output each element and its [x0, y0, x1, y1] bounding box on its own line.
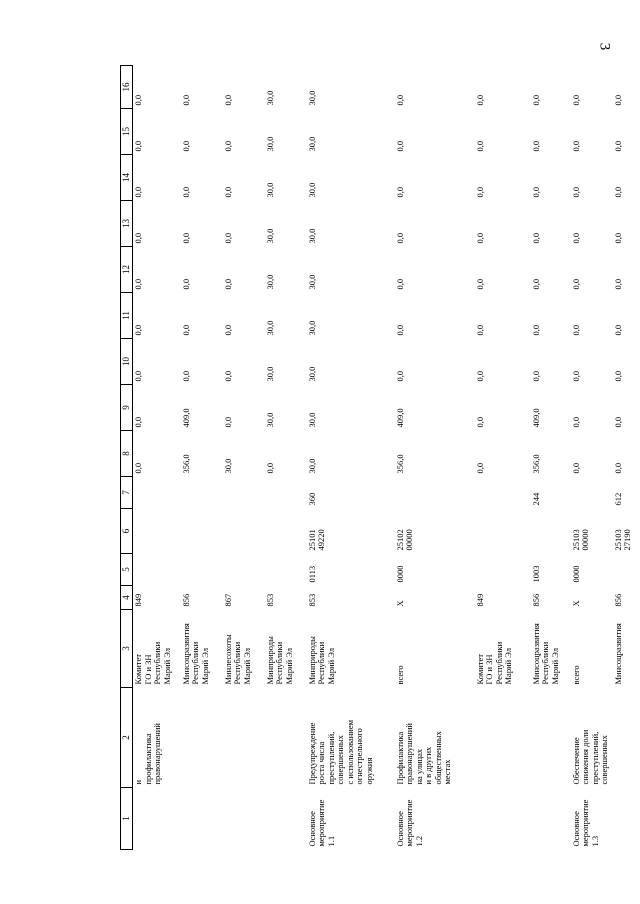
table-row [307, 66, 395, 850]
cell-r10-c16: 0,0 [612, 94, 623, 106]
cell-r8-c9: 409,0 [530, 408, 541, 428]
header-row [121, 66, 133, 850]
cell-r8-c2 [531, 688, 571, 788]
cell-r3-c15: 0,0 [222, 140, 233, 152]
cell-r3-c4: 867 [222, 593, 233, 607]
cell-r1-c3: Комитет ГО и ЗН Республики Марий Эл [133, 641, 172, 685]
cell-r1-c2: и профилактика правонарушений [133, 723, 163, 785]
cell-r6-c3: всего [394, 665, 405, 685]
cell-r8-c5: 1003 [530, 565, 541, 583]
table-row [133, 66, 181, 850]
cell-r9-c7 [571, 477, 613, 509]
cell-r10-c14: 0,0 [612, 186, 623, 198]
cell-r5-c3: Минприроды Республики Марий Эл [306, 636, 336, 685]
column-header-9: 9 [121, 385, 133, 431]
cell-r2-c16: 0,0 [180, 94, 191, 106]
cell-r3-c14: 0,0 [222, 186, 233, 198]
cell-r8-c6 [531, 509, 571, 554]
cell-r5-c14: 30,0 [306, 182, 317, 198]
cell-r4-c2 [265, 688, 307, 788]
cell-r7-c16: 0,0 [474, 94, 485, 106]
cell-r2-c13: 0,0 [180, 232, 191, 244]
cell-r9-c14: 0,0 [570, 186, 581, 198]
cell-r5-c5: 0113 [306, 565, 317, 583]
cell-r5-c11: 30,0 [306, 320, 317, 336]
cell-r10-c6: 25103 27190 [612, 529, 633, 551]
cell-r3-c10: 0,0 [222, 370, 233, 382]
column-header-3: 3 [121, 610, 133, 688]
cell-r4-c11: 30,0 [264, 320, 275, 336]
cell-r8-c8: 356,0 [530, 454, 541, 474]
cell-r4-c16: 30,0 [264, 90, 275, 106]
cell-r4-c12: 30,0 [264, 274, 275, 290]
cell-r2-c1 [181, 788, 223, 850]
cell-r1-c14: 0,0 [133, 186, 143, 198]
cell-r8-c10: 0,0 [530, 370, 541, 382]
table-row [571, 66, 613, 850]
cell-r1-c16: 0,0 [133, 94, 143, 106]
cell-r10-c11: 0,0 [612, 324, 623, 336]
cell-r10-c2 [613, 688, 640, 788]
column-header-4: 4 [121, 586, 133, 610]
cell-r10-c5 [613, 554, 640, 586]
cell-r7-c12: 0,0 [474, 278, 485, 290]
column-header-11: 11 [121, 293, 133, 339]
cell-r9-c2: Обеспечение снижения доли преступлений, совершенных [570, 729, 610, 785]
column-header-7: 7 [121, 477, 133, 509]
cell-r1-c4: 849 [133, 593, 143, 607]
cell-r10-c12: 0,0 [612, 278, 623, 290]
cell-r7-c8: 0,0 [474, 462, 485, 474]
cell-r6-c7 [395, 477, 475, 509]
cell-r9-c15: 0,0 [570, 140, 581, 152]
cell-r2-c7 [181, 477, 223, 509]
cell-r5-c13: 30,0 [306, 228, 317, 244]
cell-r2-c14: 0,0 [180, 186, 191, 198]
column-header-1: 1 [121, 788, 133, 850]
cell-r3-c11: 0,0 [222, 324, 233, 336]
cell-r3-c6 [223, 509, 265, 554]
cell-r7-c6 [475, 509, 531, 554]
cell-r8-c12: 0,0 [530, 278, 541, 290]
cell-r8-c13: 0,0 [530, 232, 541, 244]
cell-r3-c3: Минлесохоты Республики Марий Эл [222, 634, 252, 685]
cell-r7-c10: 0,0 [474, 370, 485, 382]
cell-r4-c6 [265, 509, 307, 554]
cell-r1-c8: 0,0 [133, 462, 143, 474]
cell-r5-c12: 30,0 [306, 274, 317, 290]
cell-r10-c9: 0,0 [612, 416, 623, 428]
cell-r1-c12: 0,0 [133, 278, 143, 290]
cell-r9-c8: 0,0 [570, 462, 581, 474]
cell-r5-c6: 25101 49220 [306, 529, 327, 551]
cell-r6-c12: 0,0 [394, 278, 405, 290]
cell-r3-c8: 30,0 [222, 458, 233, 474]
cell-r6-c13: 0,0 [394, 232, 405, 244]
cell-r2-c5 [181, 554, 223, 586]
cell-r9-c9: 0,0 [570, 416, 581, 428]
cell-r6-c2: Профилактика правонарушений на улицах и в других общественных местах [394, 723, 453, 785]
cell-r1-c11: 0,0 [133, 324, 143, 336]
cell-r7-c5 [475, 554, 531, 586]
cell-r9-c5: 0000 [570, 565, 581, 583]
cell-r3-c2 [223, 688, 265, 788]
cell-r2-c3: Минсоцразвития Республики Марий Эл [180, 623, 210, 685]
cell-r4-c13: 30,0 [264, 228, 275, 244]
table-body [121, 66, 640, 850]
page-number: 3 [596, 42, 613, 51]
cell-r6-c16: 0,0 [394, 94, 405, 106]
cell-r9-c13: 0,0 [570, 232, 581, 244]
cell-r10-c10: 0,0 [612, 370, 623, 382]
cell-r4-c4: 853 [264, 593, 275, 607]
cell-r6-c8: 356,0 [394, 454, 405, 474]
cell-r4-c7 [265, 477, 307, 509]
cell-r2-c12: 0,0 [180, 278, 191, 290]
cell-r8-c11: 0,0 [530, 324, 541, 336]
cell-r9-c12: 0,0 [570, 278, 581, 290]
column-header-10: 10 [121, 339, 133, 385]
cell-r3-c13: 0,0 [222, 232, 233, 244]
cell-r2-c11: 0,0 [180, 324, 191, 336]
cell-r2-c10: 0,0 [180, 370, 191, 382]
cell-r5-c4: 853 [306, 593, 317, 607]
table-row [181, 66, 223, 850]
cell-r6-c4: Х [394, 600, 405, 607]
cell-r5-c10: 30,0 [306, 366, 317, 382]
table-row [475, 66, 531, 850]
cell-r7-c1 [475, 788, 531, 850]
cell-r7-c2 [475, 688, 531, 788]
cell-r8-c15: 0,0 [530, 140, 541, 152]
cell-r3-c16: 0,0 [222, 94, 233, 106]
program-table [120, 65, 640, 850]
cell-r6-c11: 0,0 [394, 324, 405, 336]
cell-r4-c14: 30,0 [264, 182, 275, 198]
cell-r8-c16: 0,0 [530, 94, 541, 106]
cell-r8-c4: 856 [530, 593, 541, 607]
cell-r6-c14: 0,0 [394, 186, 405, 198]
cell-r5-c15: 30,0 [306, 136, 317, 152]
column-header-2: 2 [121, 688, 133, 788]
cell-r1-c15: 0,0 [133, 140, 143, 152]
cell-r7-c3: Комитет ГО и ЗН Республики Марий Эл [474, 641, 514, 685]
cell-r9-c4: Х [570, 600, 581, 607]
cell-r7-c11: 0,0 [474, 324, 485, 336]
cell-r1-c9: 0,0 [133, 416, 143, 428]
cell-r6-c15: 0,0 [394, 140, 405, 152]
cell-r4-c3: Минприроды Республики Марий Эл [264, 636, 294, 685]
cell-r3-c12: 0,0 [222, 278, 233, 290]
cell-r3-c5 [223, 554, 265, 586]
cell-r6-c1: Основное мероприятие 1.2 [394, 799, 424, 847]
cell-r5-c1: Основное мероприятие 1.1 [306, 799, 336, 847]
cell-r4-c1 [265, 788, 307, 850]
cell-r1-c10: 0,0 [133, 370, 143, 382]
table-row [613, 66, 640, 850]
cell-r7-c13: 0,0 [474, 232, 485, 244]
cell-r6-c9: 409,0 [394, 408, 405, 428]
cell-r1-c6 [133, 509, 181, 554]
column-header-5: 5 [121, 554, 133, 586]
cell-r1-c5 [133, 554, 181, 586]
cell-r5-c16: 30,0 [306, 90, 317, 106]
cell-r1-c7 [133, 477, 181, 509]
cell-r5-c8: 30,0 [306, 458, 317, 474]
cell-r5-c2: Предупреждение роста числа преступлений, совершенных с использованием огнестрельного оружия [306, 719, 374, 785]
column-header-16: 16 [121, 66, 133, 109]
cell-r9-c10: 0,0 [570, 370, 581, 382]
cell-r2-c2 [181, 688, 223, 788]
cell-r10-c7: 612 [612, 492, 623, 506]
column-header-8: 8 [121, 431, 133, 477]
cell-r4-c5 [265, 554, 307, 586]
cell-r1-c1 [133, 788, 181, 850]
cell-r7-c15: 0,0 [474, 140, 485, 152]
column-header-12: 12 [121, 247, 133, 293]
cell-r10-c1 [613, 788, 640, 850]
cell-r10-c4: 856 [612, 593, 623, 607]
cell-r6-c5: 0000 [394, 565, 405, 583]
column-header-15: 15 [121, 109, 133, 155]
cell-r4-c8: 0,0 [264, 462, 275, 474]
table-row [265, 66, 307, 850]
cell-r4-c9: 30,0 [264, 412, 275, 428]
cell-r3-c1 [223, 788, 265, 850]
table-row [531, 66, 571, 850]
cell-r9-c16: 0,0 [570, 94, 581, 106]
cell-r1-c13: 0,0 [133, 232, 143, 244]
cell-r9-c6: 25103 00000 [570, 529, 591, 551]
cell-r2-c4: 856 [180, 593, 191, 607]
cell-r9-c11: 0,0 [570, 324, 581, 336]
cell-r2-c6 [181, 509, 223, 554]
table-row [223, 66, 265, 850]
cell-r7-c7 [475, 477, 531, 509]
cell-r6-c10: 0,0 [394, 370, 405, 382]
cell-r2-c15: 0,0 [180, 140, 191, 152]
cell-r10-c3: Минсоцразвития [612, 623, 623, 685]
cell-r4-c10: 30,0 [264, 366, 275, 382]
cell-r8-c3: Минсоцразвития Республики Марий Эл [530, 623, 560, 685]
cell-r7-c14: 0,0 [474, 186, 485, 198]
cell-r9-c3: всего [570, 665, 581, 685]
cell-r7-c4: 849 [474, 593, 485, 607]
cell-r3-c7 [223, 477, 265, 509]
cell-r8-c1 [531, 788, 571, 850]
cell-r10-c15: 0,0 [612, 140, 623, 152]
cell-r8-c14: 0,0 [530, 186, 541, 198]
cell-r9-c1: Основное мероприятие 1.3 [570, 799, 600, 847]
column-header-14: 14 [121, 155, 133, 201]
column-header-13: 13 [121, 201, 133, 247]
rotated-table-container [120, 65, 633, 850]
cell-r3-c9: 0,0 [222, 416, 233, 428]
cell-r8-c7: 244 [530, 492, 541, 506]
cell-r2-c8: 356,0 [180, 454, 191, 474]
cell-r6-c6: 25102 00000 [394, 529, 415, 551]
table-row [395, 66, 475, 850]
cell-r10-c8: 0,0 [612, 462, 623, 474]
cell-r10-c13: 0,0 [612, 232, 623, 244]
cell-r4-c15: 30,0 [264, 136, 275, 152]
column-header-6: 6 [121, 509, 133, 554]
cell-r5-c7: 360 [306, 492, 317, 506]
cell-r5-c9: 30,0 [306, 412, 317, 428]
cell-r2-c9: 409,0 [180, 408, 191, 428]
cell-r7-c9: 0,0 [474, 416, 485, 428]
